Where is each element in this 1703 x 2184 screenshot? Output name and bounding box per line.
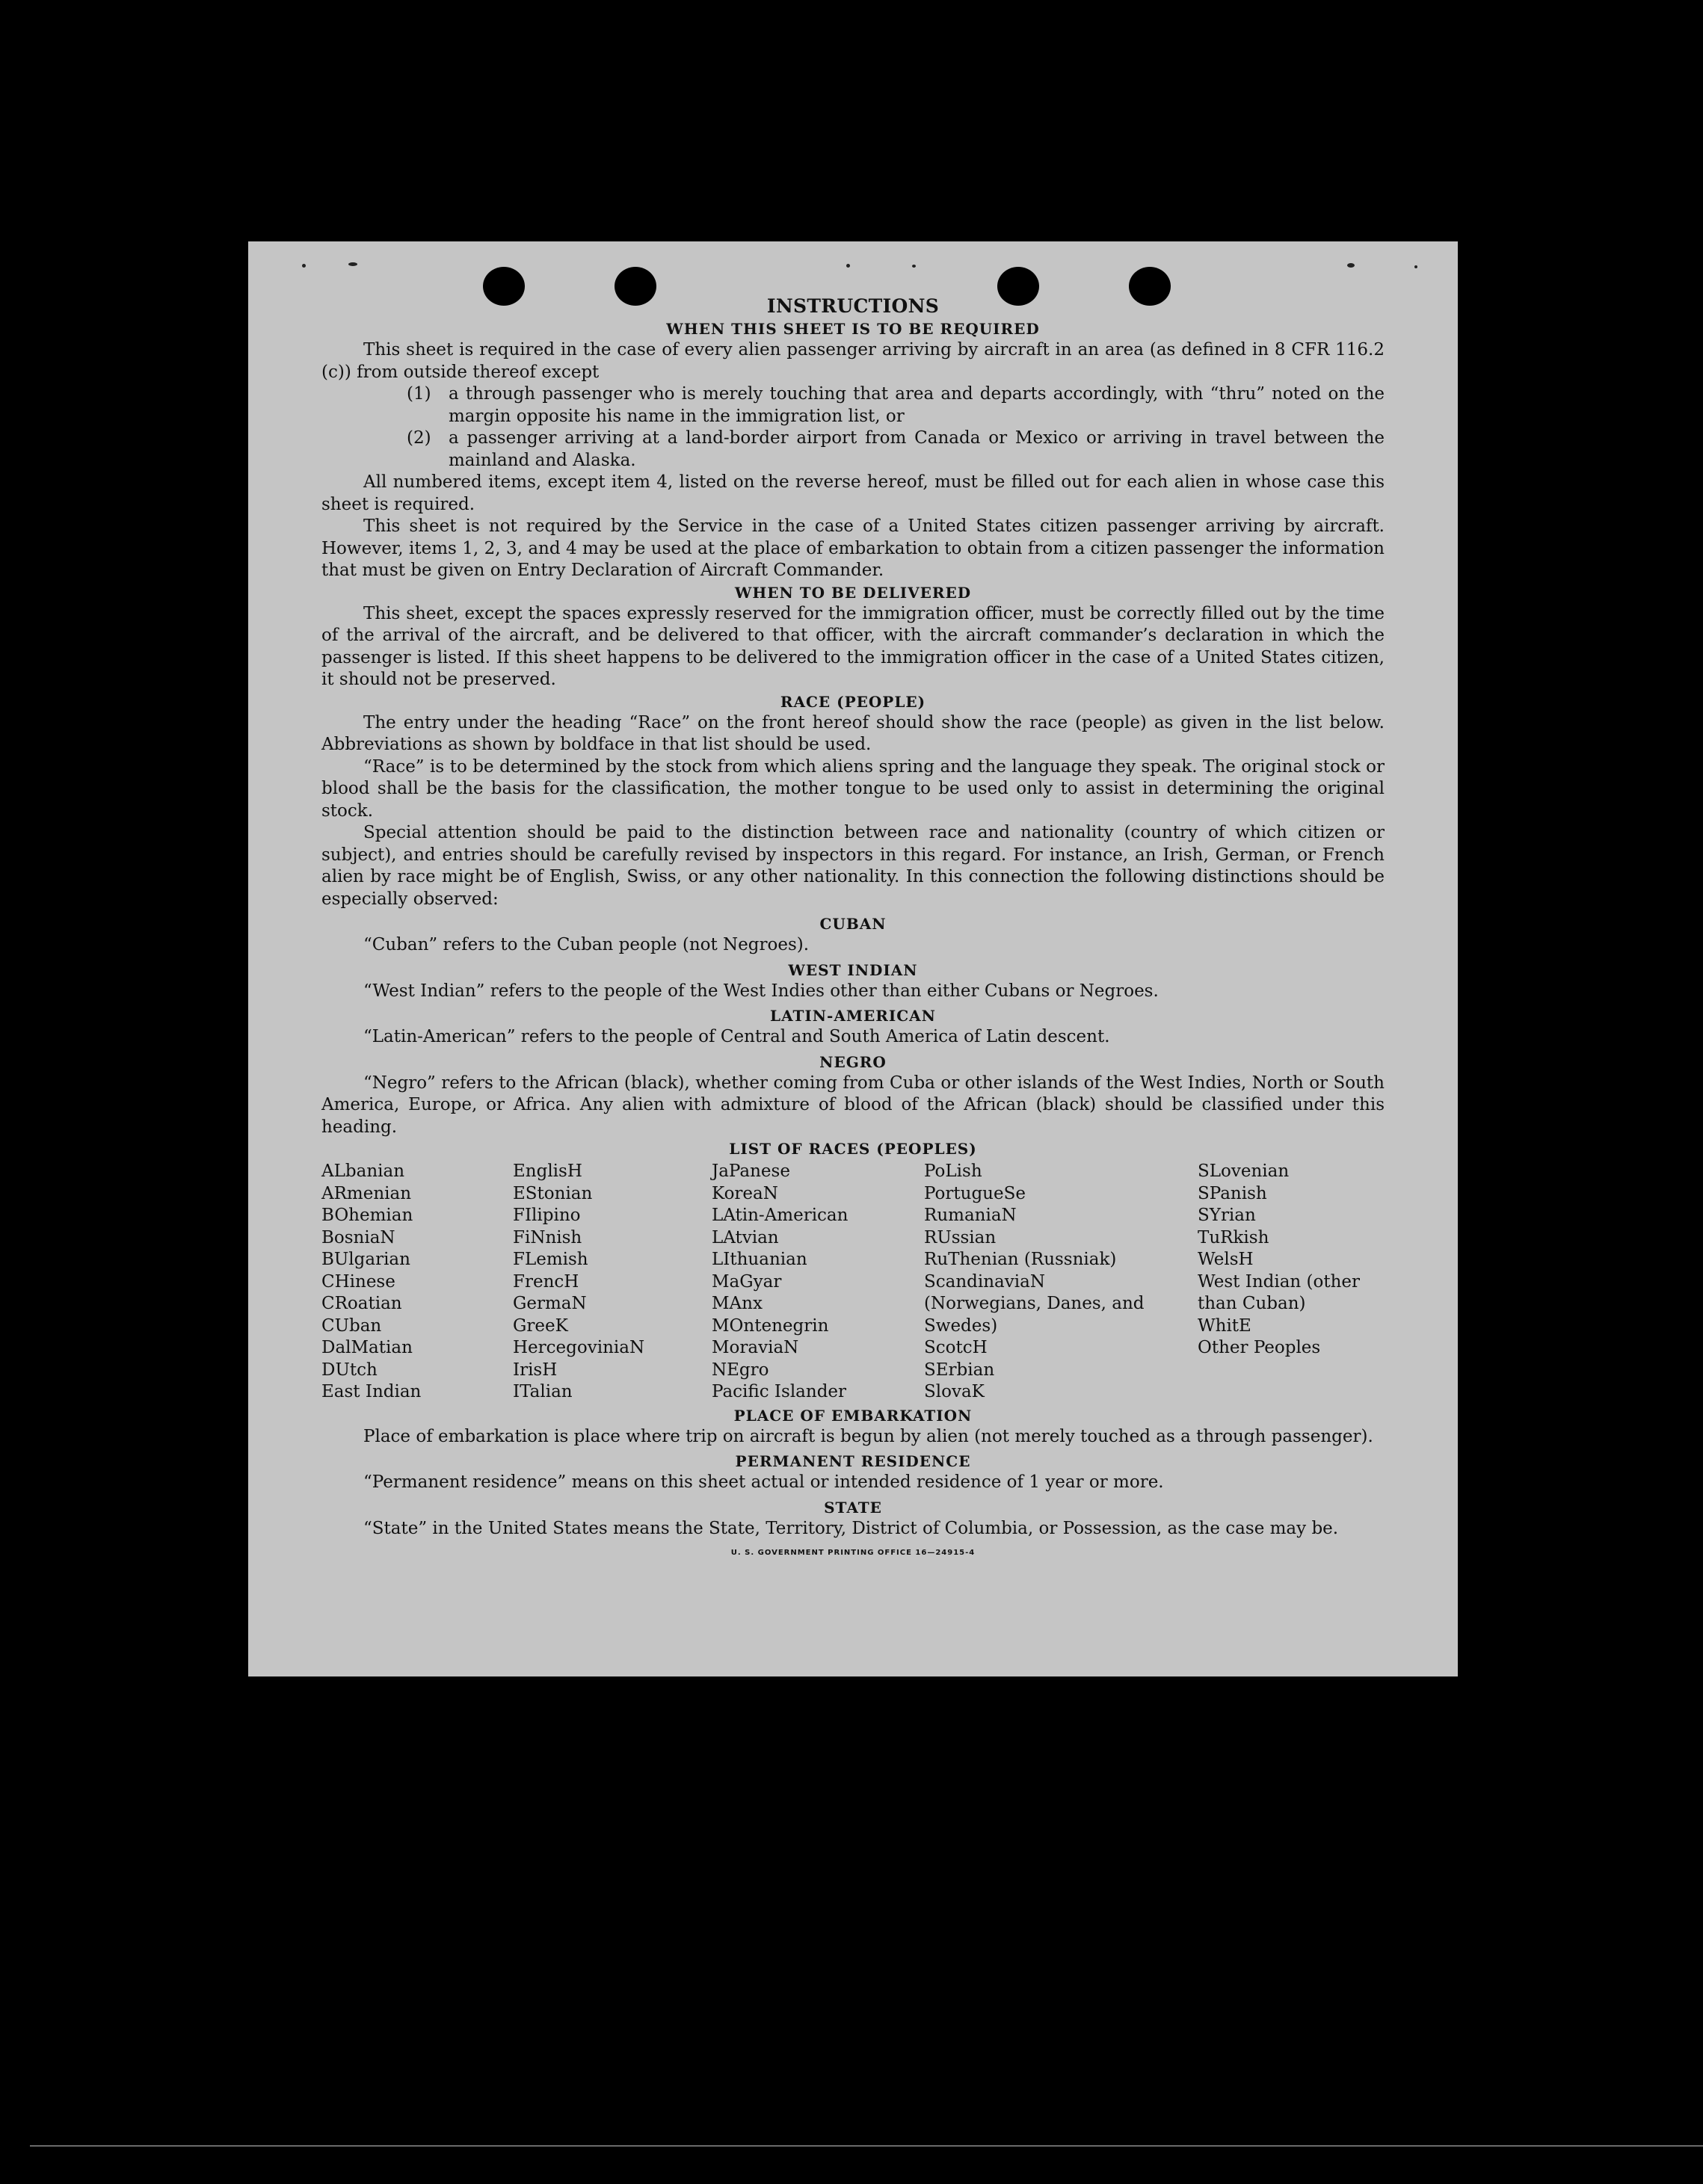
speck <box>1347 263 1355 268</box>
cuban-definition: “Cuban” refers to the Cuban people (not Negroes). <box>363 935 810 954</box>
item-number: (1) <box>407 384 431 404</box>
negro-definition: “Negro” refers to the African (black), whether coming from Cuba or other islands of the West Indies, North or South America, Europe, or Africa. Any alien with admixture of blood of the African (black) should be classified under this heading. <box>321 1073 1385 1137</box>
race-entry: IrisH <box>513 1360 558 1380</box>
item-text: a passenger arriving at a land-border airport from Canada or Mexico or arriving in travel between the mainland and Alaska. <box>449 428 1385 470</box>
race-entry: MoraviaN <box>712 1338 799 1357</box>
race-entry: Other Peoples <box>1198 1338 1321 1357</box>
exception-item <box>321 428 1385 472</box>
page-title: INSTRUCTIONS <box>766 295 940 317</box>
race-entry: CUban <box>321 1315 382 1336</box>
embarkation-text: Place of embarkation is place where trip on aircraft is begun by alien (not merely touched as a through passenger). <box>363 1426 1373 1446</box>
race-entry: SYrian <box>1198 1206 1256 1225</box>
heading-race: RACE (PEOPLE) <box>780 692 926 711</box>
races-column <box>712 1161 924 1404</box>
race-entry: SPanish <box>1198 1183 1267 1203</box>
race-entry: FrencH <box>513 1271 579 1292</box>
printing-office-footer: U. S. GOVERNMENT PRINTING OFFICE 16—24915-4 <box>730 1549 976 1557</box>
west-indian-definition: “West Indian” refers to the people of the West Indies other than either Cubans or Negroes. <box>363 981 1159 1001</box>
race-entry: DalMatian <box>321 1338 413 1357</box>
speck <box>348 262 357 266</box>
race-entry: West Indian (other than Cuban) <box>1198 1271 1361 1313</box>
races-column <box>321 1161 513 1404</box>
races-column <box>924 1161 1198 1404</box>
race-entry: KoreaN <box>712 1183 778 1203</box>
races-column <box>513 1161 712 1404</box>
speck <box>302 264 306 268</box>
race-entry: FiNnish <box>513 1227 582 1247</box>
heading-state: STATE <box>824 1498 882 1517</box>
race-entry: Pacific Islander <box>712 1382 847 1401</box>
citizen-paragraph: This sheet is not required by the Service in the case of a United States citizen passenger arriving by aircraft. However, items 1, 2, 3, and 4 may be used at the place of embarkation to obtain from a citizen passenger the information that must be given on Entry Declaration of Aircraft Commander. <box>321 516 1385 580</box>
race-entry: ITalian <box>513 1382 573 1401</box>
punch-hole <box>483 267 525 306</box>
race-entry: EnglisH <box>513 1162 582 1181</box>
race-entry: HercegoviniaN <box>513 1338 645 1357</box>
race-entry: BosniaN <box>321 1227 395 1247</box>
heading-latin-american: LATIN-AMERICAN <box>770 1007 936 1025</box>
race-entry: ARmenian <box>321 1183 412 1203</box>
scan-edge-line <box>30 2145 1703 2147</box>
speck <box>1414 265 1417 268</box>
race-entry: FLemish <box>513 1250 588 1269</box>
race-entry: WhitE <box>1198 1315 1251 1336</box>
heading-races-list: LIST OF RACES (PEOPLES) <box>729 1140 977 1158</box>
race-entry: LIthuanian <box>712 1250 807 1269</box>
races-list <box>321 1161 1385 1404</box>
punch-hole <box>997 267 1039 306</box>
race-entry: DUtch <box>321 1360 378 1380</box>
race-entry: PortugueSe <box>924 1183 1026 1203</box>
race-entry: EStonian <box>513 1183 593 1203</box>
race-paragraph-1: The entry under the heading “Race” on the front hereof should show the race (people) as given in the list below. Abbreviations as shown by boldface in that list should be used. <box>321 712 1385 754</box>
race-entry: TuRkish <box>1198 1227 1269 1247</box>
heading-when-delivered: WHEN TO BE DELIVERED <box>734 583 972 602</box>
speck <box>846 264 850 268</box>
race-entry: CRoatian <box>321 1294 402 1313</box>
item-number: (2) <box>407 428 431 448</box>
heading-cuban: CUBAN <box>819 915 887 933</box>
race-entry: MaGyar <box>712 1271 782 1292</box>
race-entry: CHinese <box>321 1271 395 1292</box>
race-entry: LAtin-American <box>712 1206 849 1225</box>
heading-when-required: WHEN THIS SHEET IS TO BE REQUIRED <box>666 320 1040 338</box>
race-entry: NEgro <box>712 1360 769 1380</box>
race-entry: ScandinaviaN (Norwegians, Danes, and Swedes) <box>924 1271 1145 1336</box>
race-entry: WelsH <box>1198 1250 1254 1269</box>
numbered-items-paragraph: All numbered items, except item 4, listed on the reverse hereof, must be filled out for each alien in whose case this sheet is required. <box>321 472 1385 514</box>
latin-american-definition: “Latin-American” refers to the people of Central and South America of Latin descent. <box>363 1027 1110 1046</box>
race-entry: RUssian <box>924 1227 997 1247</box>
state-text: “State” in the United States means the State, Territory, District of Columbia, or Possession, as the case may be. <box>363 1518 1339 1538</box>
race-entry: ScotcH <box>924 1338 988 1357</box>
race-entry: ALbanian <box>321 1162 405 1181</box>
race-entry: RumaniaN <box>924 1206 1017 1225</box>
exception-item <box>321 383 1385 428</box>
race-entry: MAnx <box>712 1294 763 1313</box>
race-entry: BOhemian <box>321 1206 413 1225</box>
race-entry: PoLish <box>924 1162 982 1181</box>
race-entry: GermaN <box>513 1294 587 1313</box>
race-entry: LAtvian <box>712 1227 779 1247</box>
race-entry: SLovenian <box>1198 1162 1290 1181</box>
races-column <box>1198 1161 1391 1404</box>
race-entry: BUlgarian <box>321 1250 410 1269</box>
punch-hole <box>1129 267 1171 306</box>
heading-residence: PERMANENT RESIDENCE <box>735 1452 971 1470</box>
race-entry: MOntenegrin <box>712 1315 829 1336</box>
instruction-sheet <box>248 241 1458 1676</box>
heading-embarkation: PLACE OF EMBARKATION <box>733 1406 973 1425</box>
race-paragraph-2: “Race” is to be determined by the stock from which aliens spring and the language they speak. The original stock or blood shall be the basis for the classification, the mother tongue to be used only to assist in determining the original stock. <box>321 756 1385 821</box>
race-entry: East Indian <box>321 1382 422 1401</box>
when-delivered-text: This sheet, except the spaces expressly reserved for the immigration officer, must be correctly filled out by the time of the arrival of the aircraft, and be delivered to that officer, with the aircraft commander’s declaration in which the passenger is listed. If this sheet happens to be delivered to the immigration officer in the case of a United States citizen, it should not be preserved. <box>321 603 1385 689</box>
race-entry: RuThenian (Russniak) <box>924 1250 1117 1269</box>
race-entry: SErbian <box>924 1360 995 1380</box>
item-text: a through passenger who is merely touching that area and departs accordingly, with “thru” noted on the margin opposite his name in the immigration list, or <box>449 384 1385 426</box>
residence-text: “Permanent residence” means on this sheet actual or intended residence of 1 year or more. <box>363 1472 1164 1492</box>
race-entry: JaPanese <box>712 1162 790 1181</box>
speck <box>912 265 916 268</box>
race-paragraph-3: Special attention should be paid to the distinction between race and nationality (country of which citizen or subject), and entries should be carefully revised by inspectors in this regard. For instance, an Irish, German, or French alien by race might be of English, Swiss, or any other nationality. In this connection the following distinctions should be especially observed: <box>321 823 1385 909</box>
race-entry: GreeK <box>513 1315 568 1336</box>
heading-west-indian: WEST INDIAN <box>788 960 918 979</box>
race-entry: SlovaK <box>924 1382 985 1401</box>
heading-negro: NEGRO <box>819 1052 887 1071</box>
when-required-intro: This sheet is required in the case of every alien passenger arriving by aircraft in an area (as defined in 8 CFR 116.2 (c)) from outside thereof except <box>321 340 1385 382</box>
punch-hole <box>615 267 656 306</box>
race-entry: FIlipino <box>513 1206 581 1225</box>
